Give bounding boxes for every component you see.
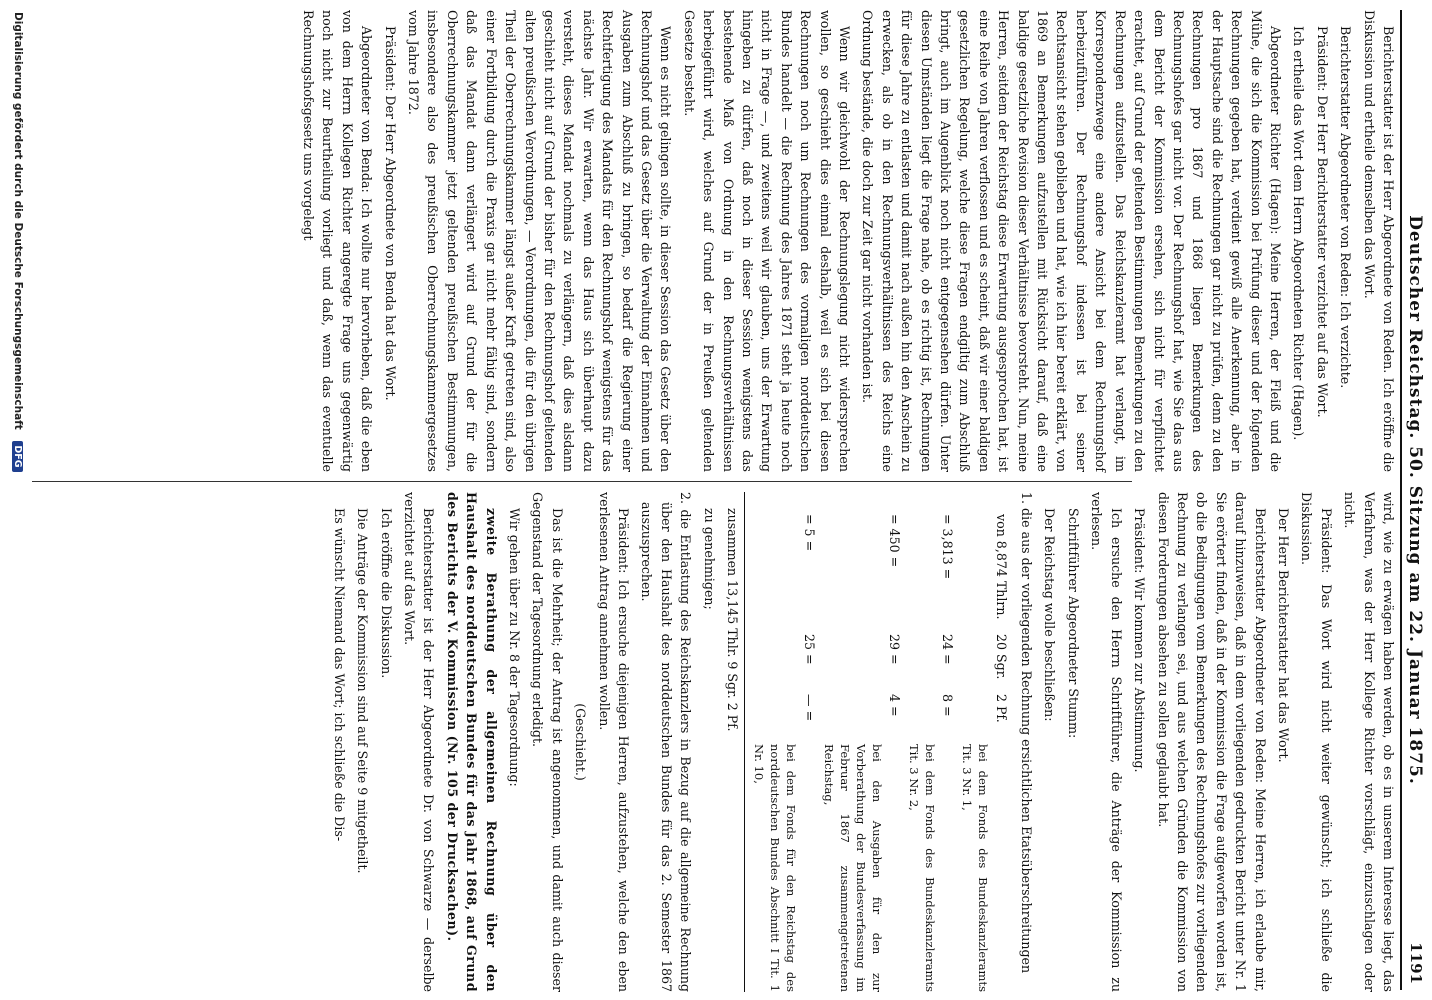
- amount-groschen: 25 =: [801, 634, 817, 665]
- left-column: [18, 10, 1398, 472]
- amount-thaler: = 5 =: [801, 514, 817, 552]
- agenda-item: zweite Berathung der allgemeinen Rechnung über den Haushalt des norddeutschen Bundes für das Jahr 1868, auf Grund des Berichts der V. Kommission (Nr. 105 der Drucksachen).: [444, 492, 499, 992]
- paragraph: Berichterstatter Abgeordneter von Reden: Ich verzichte.: [1338, 26, 1354, 389]
- paragraph: Die Anträge der Kommission sind auf Seite 9 mitgetheilt.: [355, 508, 371, 874]
- paragraph: Präsident: Der Herr Abgeordnete von Benda hat das Wort.: [382, 26, 398, 401]
- amount-groschen: 29 =: [886, 634, 902, 665]
- stage-direction: (Geschieht.): [573, 703, 589, 781]
- amount-note: bei dem Fonds des Bundeskanzleramts Tit. 3 Nr. 2,: [906, 744, 937, 992]
- paragraph: wird, wie zu erwägen haben werden, ob es in unserem Interesse liegt, das Verfahren, was der Herr Kollege Richter vorschlägt, einzuschlagen oder nicht.: [1342, 492, 1396, 992]
- paragraph: Berichterstatter ist der Herr Abgeordnete Dr. von Schwarze — derselbe verzichtet auf das Wort.: [402, 492, 437, 992]
- dfg-logo: DFG: [12, 441, 23, 471]
- digitization-footer: [6, 12, 24, 988]
- amount-pfennig: — =: [801, 694, 817, 722]
- paragraph: Ich ersuche den Herrn Schriftführer, die Anträge der Kommission zu verlesen.: [1089, 492, 1124, 992]
- amount-pfennig: 8 =: [940, 694, 956, 717]
- paragraph: Wir gehen über zu Nr. 8 der Tagesordnung:: [507, 508, 523, 787]
- amount-pfennig: 4 =: [886, 694, 902, 717]
- paragraph: Präsident: Das Wort wird nicht weiter gewünscht; ich schließe die Diskussion.: [1299, 492, 1334, 992]
- paragraph: Präsident: Wir kommen zur Abstimmung.: [1132, 508, 1148, 773]
- paragraph: Abgeordneter von Benda: Ich wollte nur hervorheben, daß die eben von dem Herrn Kollegen Richter angeregte Frage uns gegenwärtig noch nicht zur Beurtheilung vorliegt und daß, wenn das eventuelle Rechnungshofsgesetz uns vorgelegt: [301, 10, 375, 472]
- paragraph: Berichterstatter Abgeordneter von Reden: Meine Herren, ich erlaube mir, darauf hinzuweisen, daß in dem vorliegenden gedruckten Bericht unter Nr. 1 Sie erörtert finden, daß in der Kommission die Frage aufgeworfen worden ist, ob die Bedingungen vom Bemerkungen des Rechnungshofes zur vorliegenden Rechnung zu verlangen sei, und aus welchen Gründen die Kommission von diesen Forderungen absehen zu sollen geglaubt hat.: [1155, 492, 1268, 992]
- paragraph: Präsident: Ich ersuche diejenigen Herren, aufzustehen, welche den eben verlesenen Antrag annehmen wollen.: [596, 492, 632, 992]
- page-header: [1400, 10, 1426, 990]
- paragraph: Ich eröffne die Diskussion.: [378, 508, 394, 679]
- amount-thaler: = 450 =: [886, 514, 902, 568]
- paragraph: Berichterstatter ist der Herr Abgeordnete von Reden. Ich eröffne die Diskussion und ertheile demselben das Wort.: [1361, 10, 1396, 472]
- digitization-note: Digitalisierung gefördert durch die Deutsche Forschungsgemeinschaft: [12, 12, 24, 430]
- amount-thaler: = 3,813 =: [940, 514, 956, 580]
- amount-row: [991, 514, 1010, 992]
- list-item: 1. die aus der vorliegenden Rechnung ersichtlichen Etatsüberschreitungen: [1019, 492, 1035, 974]
- amount-note: bei dem Fonds des Bundeskanzleramts Tit. 3 Nr. 1,: [960, 744, 991, 992]
- amount-note: bei den Ausgaben für den zur Vorberathung der Bundesverfassung im Februar 1867 zusammengetretenen Reichstag,: [821, 744, 884, 992]
- amount-groschen: 24 =: [940, 634, 956, 665]
- paragraph: Das ist die Mehrheit; der Antrag ist angenommen, und damit auch dieser Gegenstand der Tagesordnung erledigt.: [530, 492, 565, 992]
- paragraph: Präsident: Der Herr Berichterstatter verzichtet auf das Wort.: [1314, 26, 1330, 418]
- paragraph: Es wünscht Niemand das Wort; ich schließe die Dis-: [331, 508, 347, 842]
- amount-note: bei dem Fonds für den Reichstag des norddeutschen Bundes Abschnitt I Tit. 1 Nr. 10,: [752, 744, 799, 992]
- paragraph: Wenn es nicht gelingen sollte, in dieser Session das Gesetz über den Rechnungshof und das Gesetz über die Verwaltung der Einnahmen und Ausgaben zum Abschluß zu bringen, so bedarf die Regierung einer Rechtfertigung des Mandats für den Rechnungshof wenigstens für das nächste Jahr. Wir erwarten, wenn das Haus sich überhaupt dazu versteht, dieses Mandat nochmals zu verlängern, daß dies alsdann geschieht nicht auf Grund der bisher für den Rechnungshof geltenden alten preußischen Verordnungen, — Verordnungen, die für den übrigen Theil der Oberrechnungskammer längst außer Kraft getreten sind, also einer Fortbildung durch die Praxis gar nicht mehr fähig sind, sondern daß das Mandat dann verlängert wird auf Grund der für die Oberrechnungskammer jetzt geltenden preußischen Bestimmungen, insbesondere also des preußischen Oberrechnungskammergesetzes vom Jahre 1872.: [406, 10, 674, 472]
- amount-groschen: 20 Sgr.: [993, 634, 1009, 680]
- amount-row: [938, 514, 957, 992]
- paragraph: zu genehmigen;: [701, 508, 717, 610]
- page-number: 1191: [1407, 942, 1425, 984]
- right-column: [18, 492, 1398, 992]
- paragraph: Wenn wir gleichwohl der Rechnungslegung nicht widersprechen wollen, so geschieht dies einmal deshalb, weil es sich bei diesen Rechnungen noch um Rechnungen des vormaligen norddeutschen Bundes handelt — die Rechnung des Jahres 1871 steht ja heute noch nicht in Frage —, und zweitens weil wir glauben, uns der Erwartung hingeben zu dürfen, daß noch in dieser Session wenigstens das bestehende Maß von Ordnung in den Rechnungsverhältnissen herbeigeführt wird, welches auf Grund der in Preußen geltenden Gesetze besteht.: [681, 10, 853, 472]
- list-item: 2. die Entlastung des Reichskanzlers in Bezug auf die allgemeine Rechnung über den Haushalt des norddeutschen Bundes für das 2. Semester 1867 auszusprechen.: [639, 492, 694, 992]
- column-divider: [32, 481, 1132, 482]
- paragraph: Abgeordneter Richter (Hagen): Meine Herren, der Fleiß und die Mühe, die sich die Kommission bei Prüfung dieser und der folgenden Rechnungen gegeben hat, verdient gewiß alle Anerkennung, aber in der Hauptsache sind die Rechnungen gar nicht zu prüfen, denn zu den Rechnungen pro 1867 und 1868 liegen Bemerkungen des Rechnungshofes gar nicht vor. Der Rechnungshof hat, wie Sie das aus dem Bericht der Kommission ersehen, sich nicht für verpflichtet erachtet, auf Grund der geltenden Bestimmungen Bemerkungen zu den Rechnungen aufzustellen. Das Reichskanzleramt hat verlangt, im Korrespondenzwege eine andere Ansicht bei dem Rechnungshof herbeizuführen. Der Rechnungshof indessen ist bei seiner Rechtsansicht stehen geblieben und hat, wie ich hier bereit erklärt, von 1869 an Bemerkungen aufzustellen mit Rücksicht darauf, daß eine baldige gesetzliche Revision dieser Verhältnisse bevorsteht. Nun, meine Herren, seitdem der Reichstag diese Erwartung ausgesprochen hat, ist eine Reihe von Jahren verflossen und es scheint, daß wir einer baldigen gesetzlichen Regelung, welche diese Fragen endgiltig zum Abschluß bringt, auch im Augenblick noch nicht entgegensehen dürfen. Unter diesen Umständen liegt die Frage nahe, ob es richtig ist, Rechnungen für diese Jahre zu entlasten und damit nach außen hin den Anschein zu erwecken, als ob in den Rechnungsverhältnissen des Reichs eine Ordnung bestände, die doch zur Zeit gar nicht vorhanden ist.: [860, 10, 1283, 473]
- running-title: Deutscher Reichstag. 50. Sitzung am 22. Januar 1875.: [1405, 215, 1425, 785]
- paragraph: Der Herr Berichterstatter hat das Wort.: [1275, 508, 1291, 763]
- paragraph: Ich ertheile das Wort dem Herrn Abgeordneten Richter (Hagen).: [1291, 26, 1307, 441]
- amount-thaler: von 8,874 Thlrn.: [993, 514, 1009, 620]
- amount-table: [751, 514, 1011, 992]
- amount-pfennig: 2 Pf.: [993, 694, 1009, 723]
- paragraph: Schriftführer Abgeordneter Stumm:: [1065, 508, 1081, 739]
- amount-row: [885, 514, 904, 992]
- paragraph: Der Reichstag wolle beschließen:: [1042, 508, 1058, 722]
- amount-total: zusammen 13,145 Thlr. 9 Sgr. 2 Pf.: [723, 492, 745, 992]
- amount-row: [799, 514, 818, 992]
